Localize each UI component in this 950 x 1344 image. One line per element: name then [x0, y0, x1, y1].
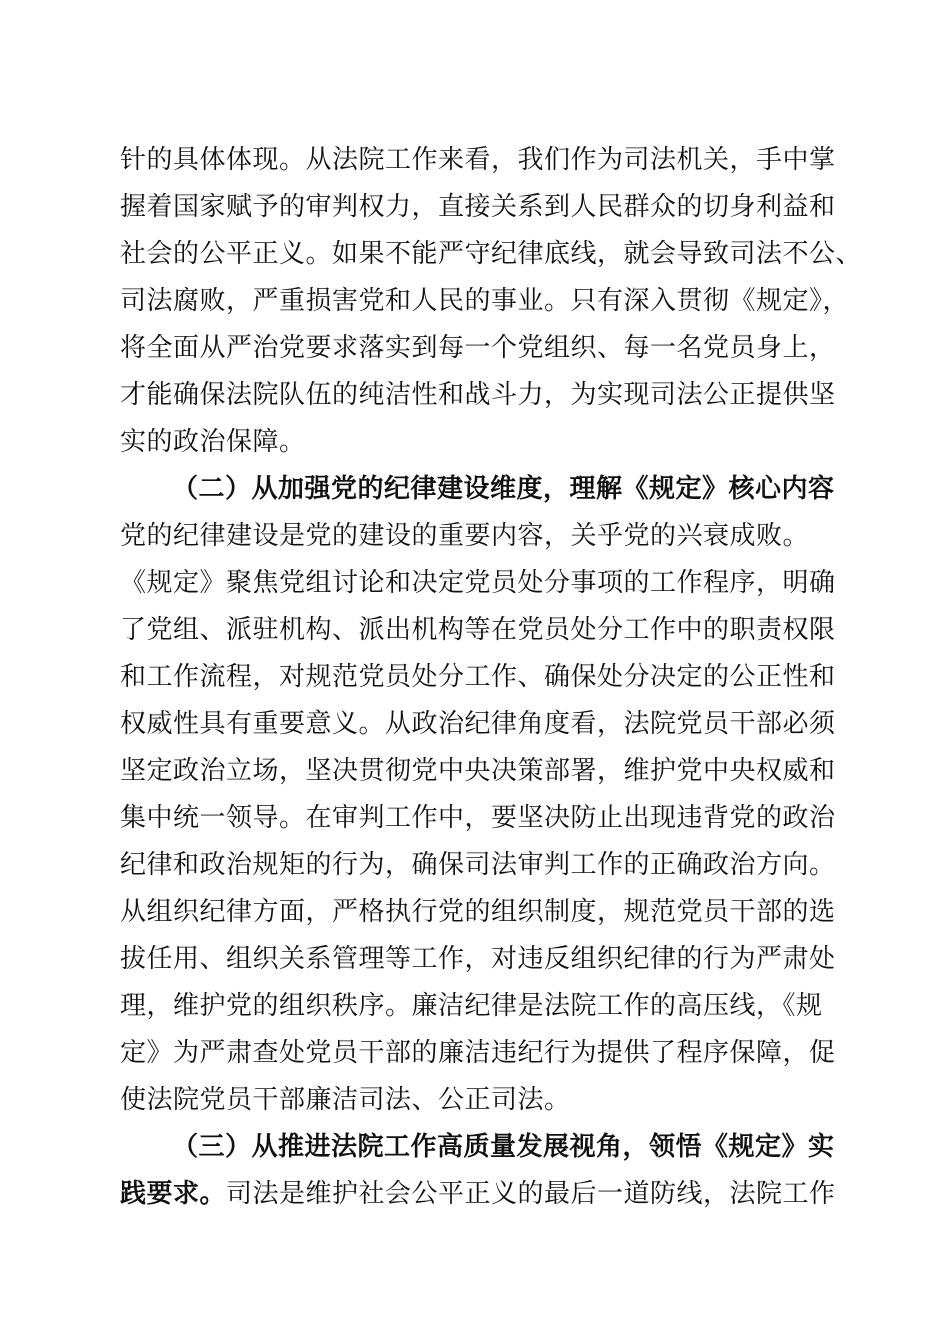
text-line: 定》为严肃查处党员干部的廉洁违纪行为提供了程序保障，促 [120, 1038, 836, 1068]
section-heading-2: （二）从加强党的纪律建设维度，理解《规定》核心内容 [172, 474, 835, 504]
text-line: 了党组、派驻机构、派出机构等在党员处分工作中的职责权限 [120, 615, 836, 645]
text-line: 使法院党员干部廉洁司法、公正司法。 [120, 1085, 571, 1115]
text-line: 理，维护党的组织秩序。廉洁纪律是法院工作的高压线，《规 [120, 991, 823, 1021]
text-line-mixed [120, 1174, 840, 1214]
text-line: 和工作流程，对规范党员处分工作、确保处分决定的公正性和 [120, 662, 836, 692]
text-run: 司法是维护社会公平正义的最后一道防线，法院工作 [226, 1179, 836, 1209]
text-line: 坚定政治立场，坚决贯彻党中央决策部署，维护党中央权威和 [120, 756, 836, 786]
section-heading-3: （三）从推进法院工作高质量发展视角，领悟《规定》实 [172, 1132, 835, 1162]
text-line: 从组织纪律方面，严格执行党的组织制度，规范党员干部的选 [120, 897, 836, 927]
text-line: 拔任用、组织关系管理等工作，对违反组织纪律的行为严肃处 [120, 944, 836, 974]
text-line: 将全面从严治党要求落实到每一个党组织、每一名党员身上， [120, 333, 836, 363]
text-line: 社会的公平正义。如果不能严守纪律底线，就会导致司法不公、 [120, 239, 863, 269]
text-line: 纪律和政治规矩的行为，确保司法审判工作的正确政治方向。 [120, 850, 836, 880]
section-heading-3-continuation: 践要求。 [120, 1179, 227, 1209]
text-line: 权威性具有重要意义。从政治纪律角度看，法院党员干部必须 [120, 709, 836, 739]
text-line: 集中统一领导。在审判工作中，要坚决防止出现违背党的政治 [120, 803, 836, 833]
text-line: 针的具体体现。从法院工作来看，我们作为司法机关，手中掌 [120, 145, 836, 175]
text-line: 《规定》聚焦党组讨论和决定党员处分事项的工作程序，明确 [120, 568, 836, 598]
text-line: 司法腐败，严重损害党和人民的事业。只有深入贯彻《规定》， [120, 286, 850, 316]
text-line: 党的纪律建设是党的建设的重要内容，关乎党的兴衰成败。 [120, 521, 810, 551]
text-line: 才能确保法院队伍的纯洁性和战斗力，为实现司法公正提供坚 [120, 380, 836, 410]
text-line: 实的政治保障。 [120, 427, 306, 457]
text-line: 握着国家赋予的审判权力，直接关系到人民群众的切身利益和 [120, 192, 836, 222]
